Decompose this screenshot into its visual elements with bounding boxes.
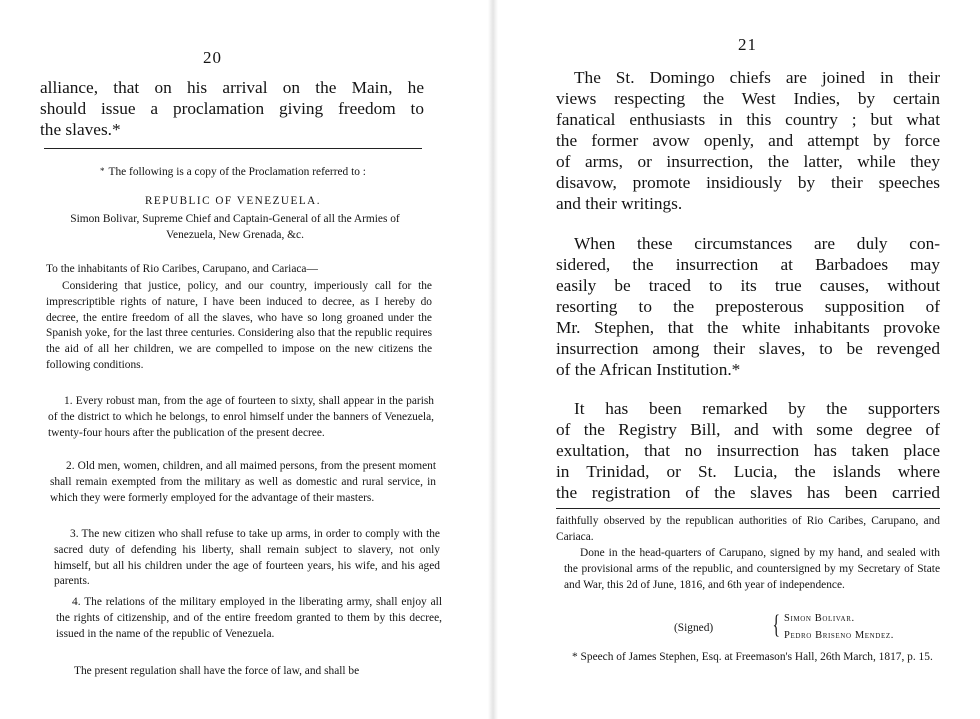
text-line: of the African Institution.* xyxy=(556,360,741,379)
condition-3: 3. The new citizen who shall refuse to take up arms, in order to comply with the sacred duty of defending his liberty, shall remain subject to slavery, not only himself, but all his children under the age of fourteen years, his wife, and his aged parents. xyxy=(54,528,440,588)
body-paragraph-1 xyxy=(556,67,940,214)
text-line: easily be traced to its true causes, without xyxy=(556,276,940,295)
signed-label: (Signed) xyxy=(674,622,714,634)
proclamation-address: To the inhabitants of Rio Caribes, Carupano, and Cariaca— xyxy=(46,263,318,275)
footnote-intro: * The following is a copy of the Proclamation referred to : xyxy=(100,166,366,178)
condition-2: 2. Old men, women, children, and all maimed persons, from the present moment shall remain exempted from the military as well as domestic and rural service, in which they were formerly employed for the advantage of their masters. xyxy=(50,460,436,504)
body-paragraph-3 xyxy=(556,398,940,503)
page-number: 21 xyxy=(738,35,757,54)
text-line: When these circumstances are duly con- xyxy=(574,234,940,253)
text-line: the registration of the slaves has been carried xyxy=(556,483,940,502)
text-line: It has been remarked by the supporters xyxy=(574,399,940,418)
brace-glyph: { xyxy=(772,610,780,639)
text-line: alliance, that on his arrival on the Main, he xyxy=(40,78,424,97)
footnote-continuation: faithfully observed by the republican authorities of Rio Caribes, Carupano, and Cariaca. xyxy=(556,515,940,543)
signatory: Simon Bolivar. xyxy=(784,613,855,624)
condition-4: 4. The relations of the military employed in the liberating army, shall enjoy all the rights of citizenship, and of the entire freedom granted to them by this decree, issued in the name of the republic of Venezuela. xyxy=(56,596,442,640)
footnote-rule xyxy=(556,508,940,509)
text-line: of arms, or insurrection, the latter, while they xyxy=(556,152,940,171)
asterisk-mark: * xyxy=(100,166,105,176)
page-number: 20 xyxy=(203,48,222,67)
signatory: Pedro Briseno Mendez. xyxy=(784,630,894,641)
text-line: The St. Domingo chiefs are joined in their xyxy=(574,68,940,87)
text-line: of the Registry Bill, and with some degree of xyxy=(556,420,940,439)
footnote-rule xyxy=(44,148,422,149)
text-line: disavow, promote insidiously by their speeches xyxy=(556,173,940,192)
text-line: Mr. Stephen, that the white inhabitants provoke xyxy=(556,318,940,337)
done-paragraph: Done in the head-quarters of Carupano, signed by my hand, and sealed with the provisional arms of the republic, and countersigned by my Secretary of State and War, this 2d of June, 1816, and 6th year of independence. xyxy=(564,547,940,591)
text-line: and their writings. xyxy=(556,194,683,213)
proclamation-issuer: Simon Bolivar, Supreme Chief and Captain-General of all the Armies of Venezuela, New Grenada, &c. xyxy=(70,213,400,241)
text-line: exultation, that no insurrection has taken place xyxy=(556,441,940,460)
closing-line: The present regulation shall have the force of law, and shall be xyxy=(74,665,360,677)
text-line: the slaves.* xyxy=(40,120,121,139)
text-line: fanatical enthusiasts in this country ; but what xyxy=(556,110,940,129)
text-line: in Trinidad, or St. Lucia, the islands where xyxy=(556,462,940,481)
proclamation-preamble: Considering that justice, policy, and our country, imperiously call for the imprescriptible rights of nature, I have been induced to decree, as I hereby do decree, the entire freedom of all the slaves, who have so long groaned under the Spanish yoke, for the last three centuries. Considering also that the republic requires the aid of all her children, we are compelled to impose on the new citizens the following conditions. xyxy=(46,280,432,371)
body-paragraph-2 xyxy=(556,233,940,380)
proclamation-title: REPUBLIC OF VENEZUELA. xyxy=(144,195,322,207)
right-page xyxy=(492,0,980,719)
text-line: should issue a proclamation giving freedom to xyxy=(40,99,424,118)
text-line: insurrection among their slaves, to be revenged xyxy=(556,339,940,358)
text-line: sidered, the insurrection at Barbadoes may xyxy=(556,255,940,274)
condition-1: 1. Every robust man, from the age of fourteen to sixty, shall appear in the parish of the district to which he belongs, to enrol himself under the banners of Venezuela, twenty-four hours after the publication of the present decree. xyxy=(48,395,434,439)
body-paragraph xyxy=(40,77,424,140)
text-line: views respecting the West Indies, by certain xyxy=(556,89,940,108)
speech-footnote: * Speech of James Stephen, Esq. at Freemason's Hall, 26th March, 1817, p. 15. xyxy=(572,651,933,663)
text-line: the former avow openly, and attempt by force xyxy=(556,131,940,150)
text-line: resorting to the preposterous supposition of xyxy=(556,297,940,316)
